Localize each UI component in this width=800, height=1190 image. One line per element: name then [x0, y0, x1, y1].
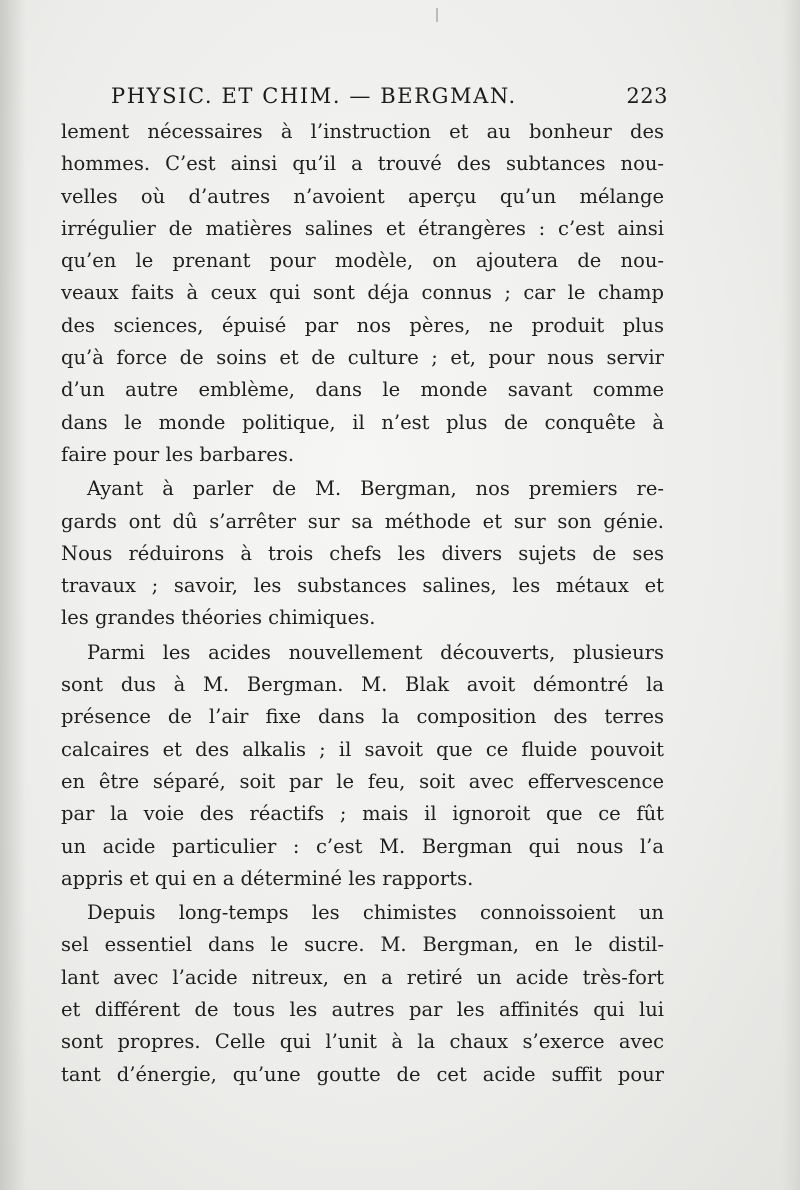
text-line: des sciences, épuisé par nos pères, ne produit plus [61, 313, 664, 337]
text-line: en être séparé, soit par le feu, soit avec effervescence [61, 769, 664, 793]
page-number: 223 [626, 84, 668, 108]
text-line: travaux ; savoir, les substances salines, les métaux et [61, 574, 664, 598]
page-edge-shadow [782, 0, 800, 1190]
text-line: sont dus à M. Bergman. M. Blak avoit démontré la [61, 673, 664, 697]
text-line: qu’en le prenant pour modèle, on ajoutera de nou- [61, 249, 664, 273]
paragraph [61, 897, 664, 1091]
text-line: velles où d’autres n’avoient aperçu qu’un mélange [61, 184, 664, 208]
text-line: Parmi les acides nouvellement découverts, plusieurs [87, 640, 664, 664]
text-line: les grandes théories chimiques. [61, 606, 376, 630]
text-line: hommes. C’est ainsi qu’il a trouvé des subtances nou- [61, 152, 664, 176]
text-line: Nous réduirons à trois chefs les divers sujets de ses [61, 541, 664, 565]
text-line: sont propres. Celle qui l’unit à la chaux s’exerce avec [61, 1030, 664, 1054]
text-line: Ayant à parler de M. Bergman, nos premiers re- [87, 477, 664, 501]
top-mark [436, 8, 438, 22]
running-header [111, 82, 668, 116]
text-line: faire pour les barbares. [61, 442, 295, 466]
text-line: présence de l’air fixe dans la composition des terres [61, 705, 664, 729]
running-title: PHYSIC. ET CHIM. — BERGMAN. [111, 84, 517, 108]
text-line: qu’à force de soins et de culture ; et, pour nous servir [61, 346, 664, 370]
text-line: veaux faits à ceux qui sont déja connus ; car le champ [61, 281, 664, 305]
text-line: un acide particulier : c’est M. Bergman qui nous l’a [61, 834, 664, 858]
text-line: calcaires et des alkalis ; il savoit que ce fluide pouvoit [61, 737, 664, 761]
text-line: appris et qui en a déterminé les rapports. [61, 866, 474, 890]
text-line: lement nécessaires à l’instruction et au bonheur des [61, 120, 664, 143]
text-line: irrégulier de matières salines et étrangères : c’est ainsi [61, 216, 664, 240]
text-line: tant d’énergie, qu’une goutte de cet acide suffit pour [61, 1062, 664, 1086]
text-line: gards ont dû s’arrêter sur sa méthode et sur son génie. [61, 509, 664, 533]
gutter-shadow [0, 0, 26, 1190]
text-line: sel essentiel dans le sucre. M. Bergman, en le distil- [61, 933, 664, 957]
paragraph [61, 473, 664, 634]
text-line: d’un autre emblème, dans le monde savant comme [61, 378, 664, 402]
paragraph [61, 116, 664, 471]
text-line: et différent de tous les autres par les affinités qui lui [61, 998, 664, 1022]
body-text [61, 116, 664, 1091]
text-line: lant avec l’acide nitreux, en a retiré un acide très-fort [61, 965, 664, 989]
text-line: Depuis long-temps les chimistes connoissoient un [87, 901, 664, 925]
text-line: par la voie des réactifs ; mais il ignoroit que ce fût [61, 802, 664, 826]
paragraph [61, 637, 664, 895]
text-line: dans le monde politique, il n’est plus de conquête à [61, 410, 664, 434]
